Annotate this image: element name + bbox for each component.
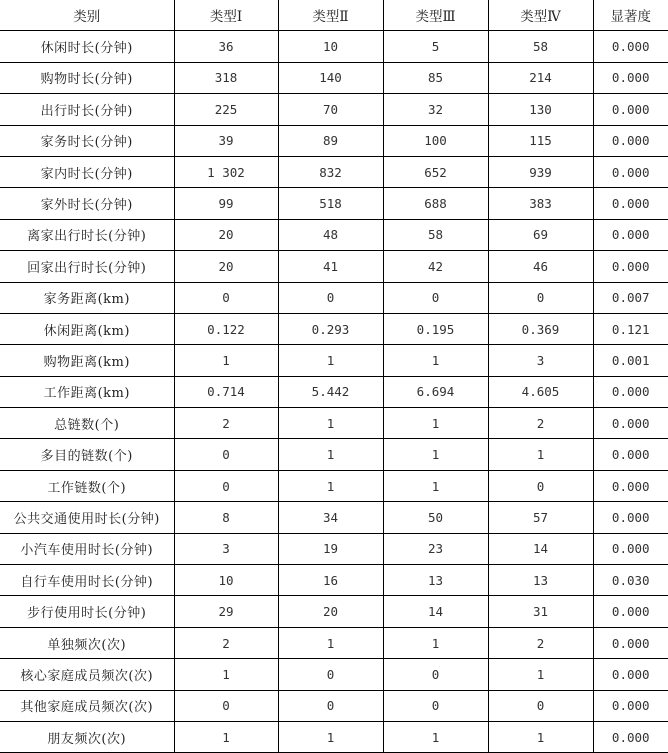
cell-type-4: 383	[488, 188, 593, 219]
cell-significance: 0.121	[593, 313, 668, 344]
cell-type-3: 688	[383, 188, 488, 219]
cell-significance: 0.000	[593, 721, 668, 752]
cell-type-1: 1	[174, 659, 278, 690]
cell-type-2: 89	[278, 125, 383, 156]
table-row	[0, 345, 668, 376]
cell-type-4: 1	[488, 439, 593, 470]
cell-type-1: 0	[174, 282, 278, 313]
header-significance: 显著度	[593, 0, 668, 31]
cell-significance: 0.030	[593, 565, 668, 596]
cell-type-1: 8	[174, 502, 278, 533]
cell-type-4: 4.605	[488, 376, 593, 407]
table-row	[0, 721, 668, 752]
cell-type-4: 14	[488, 533, 593, 564]
cell-significance: 0.001	[593, 345, 668, 376]
cell-type-2: 10	[278, 31, 383, 62]
cell-category: 自行车使用时长(分钟)	[0, 565, 174, 596]
cell-significance: 0.000	[593, 376, 668, 407]
cell-type-4: 0	[488, 282, 593, 313]
header-type-2: 类型Ⅱ	[278, 0, 383, 31]
cell-type-3: 100	[383, 125, 488, 156]
cell-type-4: 58	[488, 31, 593, 62]
cell-category: 家外时长(分钟)	[0, 188, 174, 219]
cell-category: 其他家庭成员频次(次)	[0, 690, 174, 721]
cell-type-3: 42	[383, 251, 488, 282]
cell-type-1: 0.714	[174, 376, 278, 407]
cell-type-2: 140	[278, 62, 383, 93]
cell-type-2: 20	[278, 596, 383, 627]
cell-type-2: 1	[278, 627, 383, 658]
cell-type-4: 0	[488, 470, 593, 501]
cell-category: 公共交通使用时长(分钟)	[0, 502, 174, 533]
table-row	[0, 596, 668, 627]
cell-type-1: 39	[174, 125, 278, 156]
cell-type-3: 1	[383, 470, 488, 501]
table-row	[0, 31, 668, 62]
cell-type-1: 2	[174, 408, 278, 439]
cell-type-3: 1	[383, 345, 488, 376]
table-body	[0, 31, 668, 753]
cell-type-3: 0	[383, 659, 488, 690]
cell-type-1: 29	[174, 596, 278, 627]
cell-type-2: 1	[278, 721, 383, 752]
cell-significance: 0.000	[593, 470, 668, 501]
cell-type-1: 1	[174, 345, 278, 376]
cell-type-2: 832	[278, 156, 383, 187]
cell-type-4: 1	[488, 659, 593, 690]
cell-category: 工作距离(km)	[0, 376, 174, 407]
cell-type-4: 2	[488, 627, 593, 658]
cell-type-2: 5.442	[278, 376, 383, 407]
cell-type-2: 1	[278, 439, 383, 470]
table-row	[0, 188, 668, 219]
cell-type-4: 1	[488, 721, 593, 752]
header-type-3: 类型Ⅲ	[383, 0, 488, 31]
cell-category: 购物时长(分钟)	[0, 62, 174, 93]
cell-type-3: 13	[383, 565, 488, 596]
cell-category: 离家出行时长(分钟)	[0, 219, 174, 250]
cell-type-3: 58	[383, 219, 488, 250]
cell-significance: 0.000	[593, 188, 668, 219]
cell-type-2: 1	[278, 470, 383, 501]
cell-significance: 0.000	[593, 596, 668, 627]
table-row	[0, 439, 668, 470]
cell-type-1: 36	[174, 31, 278, 62]
cell-type-2: 0.293	[278, 313, 383, 344]
cell-significance: 0.000	[593, 502, 668, 533]
cell-type-4: 0	[488, 690, 593, 721]
cell-significance: 0.000	[593, 251, 668, 282]
cell-type-3: 0	[383, 282, 488, 313]
cell-type-1: 225	[174, 94, 278, 125]
cell-significance: 0.000	[593, 125, 668, 156]
cell-type-1: 0	[174, 439, 278, 470]
table-row	[0, 408, 668, 439]
cell-type-3: 50	[383, 502, 488, 533]
table-row	[0, 219, 668, 250]
table-row	[0, 62, 668, 93]
cell-type-1: 3	[174, 533, 278, 564]
table-row	[0, 313, 668, 344]
cell-type-1: 0	[174, 470, 278, 501]
table-row	[0, 376, 668, 407]
cell-type-3: 14	[383, 596, 488, 627]
cell-significance: 0.000	[593, 94, 668, 125]
cell-type-2: 48	[278, 219, 383, 250]
table-row	[0, 470, 668, 501]
table-row	[0, 251, 668, 282]
header-type-4: 类型Ⅳ	[488, 0, 593, 31]
cell-type-4: 130	[488, 94, 593, 125]
cell-category: 多目的链数(个)	[0, 439, 174, 470]
cell-significance: 0.000	[593, 408, 668, 439]
cell-type-1: 0.122	[174, 313, 278, 344]
cell-type-2: 1	[278, 345, 383, 376]
cell-type-1: 318	[174, 62, 278, 93]
cell-type-1: 1	[174, 721, 278, 752]
cell-type-1: 99	[174, 188, 278, 219]
cell-type-2: 16	[278, 565, 383, 596]
header-type-1: 类型Ⅰ	[174, 0, 278, 31]
table-row	[0, 156, 668, 187]
cell-category: 家务距离(km)	[0, 282, 174, 313]
table-row	[0, 659, 668, 690]
cell-type-4: 0.369	[488, 313, 593, 344]
cell-type-3: 85	[383, 62, 488, 93]
cell-type-3: 32	[383, 94, 488, 125]
cell-type-4: 939	[488, 156, 593, 187]
table-row	[0, 565, 668, 596]
cell-category: 出行时长(分钟)	[0, 94, 174, 125]
cell-type-1: 20	[174, 251, 278, 282]
cell-significance: 0.007	[593, 282, 668, 313]
cell-type-3: 1	[383, 408, 488, 439]
cell-type-3: 652	[383, 156, 488, 187]
cell-type-1: 10	[174, 565, 278, 596]
cell-type-1: 2	[174, 627, 278, 658]
cell-category: 购物距离(km)	[0, 345, 174, 376]
table-row	[0, 502, 668, 533]
table-row	[0, 125, 668, 156]
cell-significance: 0.000	[593, 627, 668, 658]
table-row	[0, 533, 668, 564]
cell-type-3: 0.195	[383, 313, 488, 344]
cell-type-4: 69	[488, 219, 593, 250]
table-row	[0, 94, 668, 125]
cell-category: 家内时长(分钟)	[0, 156, 174, 187]
cell-type-4: 3	[488, 345, 593, 376]
cell-type-2: 34	[278, 502, 383, 533]
cell-type-3: 6.694	[383, 376, 488, 407]
header-row	[0, 0, 668, 31]
table-row	[0, 690, 668, 721]
cell-type-3: 5	[383, 31, 488, 62]
cell-significance: 0.000	[593, 533, 668, 564]
cell-category: 小汽车使用时长(分钟)	[0, 533, 174, 564]
cell-type-4: 115	[488, 125, 593, 156]
cell-significance: 0.000	[593, 31, 668, 62]
cell-significance: 0.000	[593, 439, 668, 470]
cell-type-3: 23	[383, 533, 488, 564]
cell-category: 休闲时长(分钟)	[0, 31, 174, 62]
cell-type-4: 214	[488, 62, 593, 93]
cell-type-2: 19	[278, 533, 383, 564]
cell-type-3: 1	[383, 439, 488, 470]
cell-type-1: 1 302	[174, 156, 278, 187]
cell-type-2: 0	[278, 690, 383, 721]
cell-significance: 0.000	[593, 659, 668, 690]
cell-type-3: 1	[383, 627, 488, 658]
cell-type-3: 0	[383, 690, 488, 721]
cell-category: 回家出行时长(分钟)	[0, 251, 174, 282]
cell-type-2: 41	[278, 251, 383, 282]
cell-category: 步行使用时长(分钟)	[0, 596, 174, 627]
cell-significance: 0.000	[593, 156, 668, 187]
cell-category: 总链数(个)	[0, 408, 174, 439]
cell-type-4: 31	[488, 596, 593, 627]
cell-type-2: 518	[278, 188, 383, 219]
cell-type-1: 0	[174, 690, 278, 721]
cell-type-4: 13	[488, 565, 593, 596]
cell-category: 单独频次(次)	[0, 627, 174, 658]
cell-category: 朋友频次(次)	[0, 721, 174, 752]
cell-type-4: 57	[488, 502, 593, 533]
cell-category: 家务时长(分钟)	[0, 125, 174, 156]
cell-significance: 0.000	[593, 690, 668, 721]
cell-category: 休闲距离(km)	[0, 313, 174, 344]
cell-type-4: 2	[488, 408, 593, 439]
cell-type-2: 0	[278, 659, 383, 690]
cell-type-2: 1	[278, 408, 383, 439]
cell-significance: 0.000	[593, 62, 668, 93]
cell-category: 核心家庭成员频次(次)	[0, 659, 174, 690]
cell-category: 工作链数(个)	[0, 470, 174, 501]
cell-type-2: 0	[278, 282, 383, 313]
cell-significance: 0.000	[593, 219, 668, 250]
table-row	[0, 282, 668, 313]
header-category: 类别	[0, 0, 174, 31]
cell-type-3: 1	[383, 721, 488, 752]
table-row	[0, 627, 668, 658]
cell-type-2: 70	[278, 94, 383, 125]
cell-type-1: 20	[174, 219, 278, 250]
cell-type-4: 46	[488, 251, 593, 282]
